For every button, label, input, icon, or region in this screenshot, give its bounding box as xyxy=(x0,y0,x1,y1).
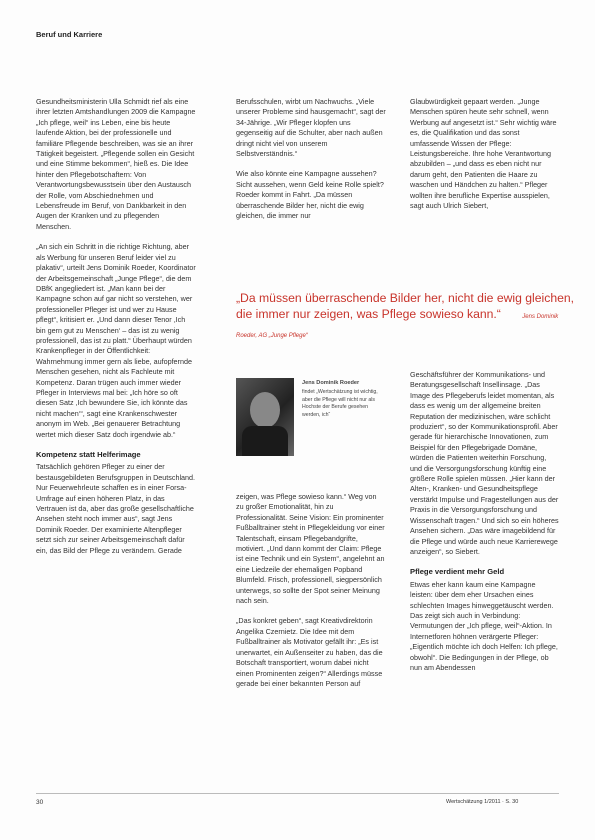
paragraph: Gesundheitsministerin Ulla Schmidt rief als eine ihrer letzten Amtshandlungen 2009 die Kampagne „Ich pflege, weil“ ins Leben, eine bis heute laufende Aktion, bei der professionelle und familiäre Pflegende beschreiben, was sie an ihrer Tätigkeit begeistert. „Pflegende sollen ein Gesicht und eine Stimme bekommen“, hieß es. Die Idee hinter den Pflegebotschaftern: Von Verantwortungsbewusstsein über den Austausch der Rolle, vom Abschiednehmen und Lebensfreude im Beruf, von Dankbarkeit in den Augen der Kranken und zu pflegenden Menschen. xyxy=(36,97,196,231)
portrait-body xyxy=(242,426,288,456)
subheading: Kompetenz statt Helferimage xyxy=(36,450,141,459)
pull-quote-text: „Da müssen überraschende Bilder her, nicht die ewig gleichen, die immer nur zeigen, was Pflege sowieso kann.“ xyxy=(236,291,575,321)
column-1 xyxy=(36,97,196,566)
column-2-top xyxy=(236,97,386,231)
subheading: Pflege verdient mehr Geld xyxy=(410,567,505,577)
caption-text: findet „Wertschätzung ist wichtig, aber die Pflege will nicht nur als Hochste der Berufe gesehen werden, ich“ xyxy=(302,389,378,418)
pull-quote xyxy=(236,290,576,344)
portrait-face xyxy=(250,392,280,428)
footer-rule xyxy=(36,793,559,794)
caption-name: Jens Dominik Roeder xyxy=(302,380,360,386)
column-3-top xyxy=(410,97,560,221)
section-title: Beruf und Karriere xyxy=(36,30,103,39)
paragraph: Geschäftsführer der Kommunikations- und Beratungsgesellschaft Insellinsage. „Das Image des Pflegeberufs leidet momentan, als dass es wenig um der allgemeine breiten Reputation der medizinischen, wäre schlicht produziert“, so der Kommunikationsprofil. Aber gerade für hierarchische Innovationen, zum Beispiel für den Pflegebrigade Domäne, würden die Patienten weiterhin Forschung, und die Versorgungsforschung künftig eine größere Rolle spielen müssen. „Hier kann der Alten-, Kranken- und Gesundheitspflege verstärkt Impulse und Fragestellungen aus der Praxis in die Versorgungsforschung und Wissenschaft tragen.“ Und sich so ein höheres Ansehen sichern. „Das wäre imagebildend für die Pflege und würde auch neue Karrierewege anzeigen“, so Siebert. xyxy=(410,370,559,556)
photo-caption xyxy=(302,380,384,419)
footer-issue: Wertschätzung 1/2011 · S. 30 xyxy=(446,799,519,805)
paragraph: Berufsschulen, wirbt um Nachwuchs. „Viele unserer Probleme sind hausgemacht“, sagt der 34-Jährige. „Wir Pfleger klopfen uns gegenseitig auf die Schulter, aber nach außen dringt nicht viel von unserem Selbstverständnis.“ xyxy=(236,97,386,159)
portrait-photo xyxy=(236,378,294,456)
paragraph: Glaubwürdigkeit gepaart werden. „Junge Menschen spüren heute sehr schnell, wenn Werbung auf angesetzt ist.“ Sehr wichtig wäre es, die Qualifikation und das sonst umfassende Wissen der Pflege: Leistungsbereiche. Ihre hohe Verantwortung abzubilden – „und dass es eben nicht nur darum geht, den Patienten die Haare zu waschen und Händchen zu halten.“ Pfleger wollten ihre berufliche Expertise ausspielen, sagt auch Ulrich Siebert, xyxy=(410,97,557,211)
paragraph: Etwas eher kann kaum eine Kampagne leisten: über dem eher Ursachen eines schlechten Images hinweggetäuscht werden. Das zeigt sich auch in Verbindung: Vermutungen der „Ich pflege, weil“-Aktion. In Internetforen höhnen verärgerte Pfleger: „Eigentlich möchte ich doch Helfen: Ich pflege, obwohl“. Die Bedingungen in der Pflege, ob nun am Abendessen xyxy=(410,579,558,672)
column-2-bottom xyxy=(236,492,386,699)
paragraph: zeigen, was Pflege sowieso kann.“ Weg von zu großer Emotionalität, hin zu Professionalität. Seine Vision: Ein prominenter Fußballtrainer steht in Pflegekleidung vor einer Talentschaft, einsam Pflegebandgrifte, motiviert. „Und dann kommt der Claim: Pflege ist eine Technik und ein System“, angelehnt an eine Liedzeile der ehemaligen Popband Blumfeld. Frisch, professionell, siegpersönlich unterwegs, so sollte der Spot seiner Meinung nach sein. xyxy=(236,492,385,606)
pull-quote-attribution: Jens Dominik Roeder, AG „Junge Pflege“ xyxy=(236,314,559,339)
paragraph: Wie also könnte eine Kampagne aussehen? Sicht aussehen, wenn Geld keine Rolle spielt? Roeder kommt in Fahrt. „Da müssen überraschende Bilder her, nicht die ewig gleichen, die immer nur xyxy=(236,169,384,221)
page-number: 30 xyxy=(36,799,44,806)
paragraph: „Das konkret geben“, sagt Kreativdirektorin Angelika Czernietz. Die Idee mit dem Fußballtrainer als Motivator gefällt ihr: „Es ist unerwartet, ein Außenseiter zu haben, das die Botschaft transportiert, worum dabei nicht einen Prominenten zeigen?“ Allerdings müsse gerade bei einer bekannten Person auf xyxy=(236,616,383,688)
column-3-bottom xyxy=(410,370,560,683)
paragraph: „An sich ein Schritt in die richtige Richtung, aber als Werbung für unseren Beruf leider viel zu plakativ“, urteilt Jens Dominik Roeder, Koordinator der Arbeitsgemeinschaft „Junge Pflege“, die dem DBfK angegliedert ist. „Man kann bei der Kampagne schon auf gar nicht so verstehen, wer professioneller Pfleger ist und wer zu Hause pflegt“, kritisiert er. „Und dann dieser Tenor ,Ich bin gern gut zu Menschen‘ – das ist zu wenig professionell, das ist zu platt.“ Überhaupt würden Krankenpfleger in der Öffentlichkeit: Wahrnehmung immer gern als liebe, aufopfernde Menschen gesehen, nicht als Fachleute mit Kompetenz. Daran trügen auch immer wieder Pfleger in Interviews mal bei: „Ich höre so oft diesen Satz ,Ich bewundere Sie, ich könnte das nicht machen‘“, sagt eine Krankenschwester anonym im Web. „Bei genauerer Betrachtung wertet mich dieser Satz doch irgendwie ab.“ xyxy=(36,242,196,439)
paragraph: Tatsächlich gehören Pfleger zu einer der bestausgebildeten Berufsgruppen in Deutschland. Nur Feuerwehrleute schaffen es in einer Forsa-Umfrage auf einen höheren Platz, in das Vertrauen ist da, aber das große gesellschaftliche Ansehen steht noch immer aus“, sagt Jens Dominik Roeder. Der examinierte Altenpfleger setzt sich zur seiner Arbeitsgemeinschaft dafür ein, das Bild der Pflege zu verändern. Gerade xyxy=(36,462,196,555)
